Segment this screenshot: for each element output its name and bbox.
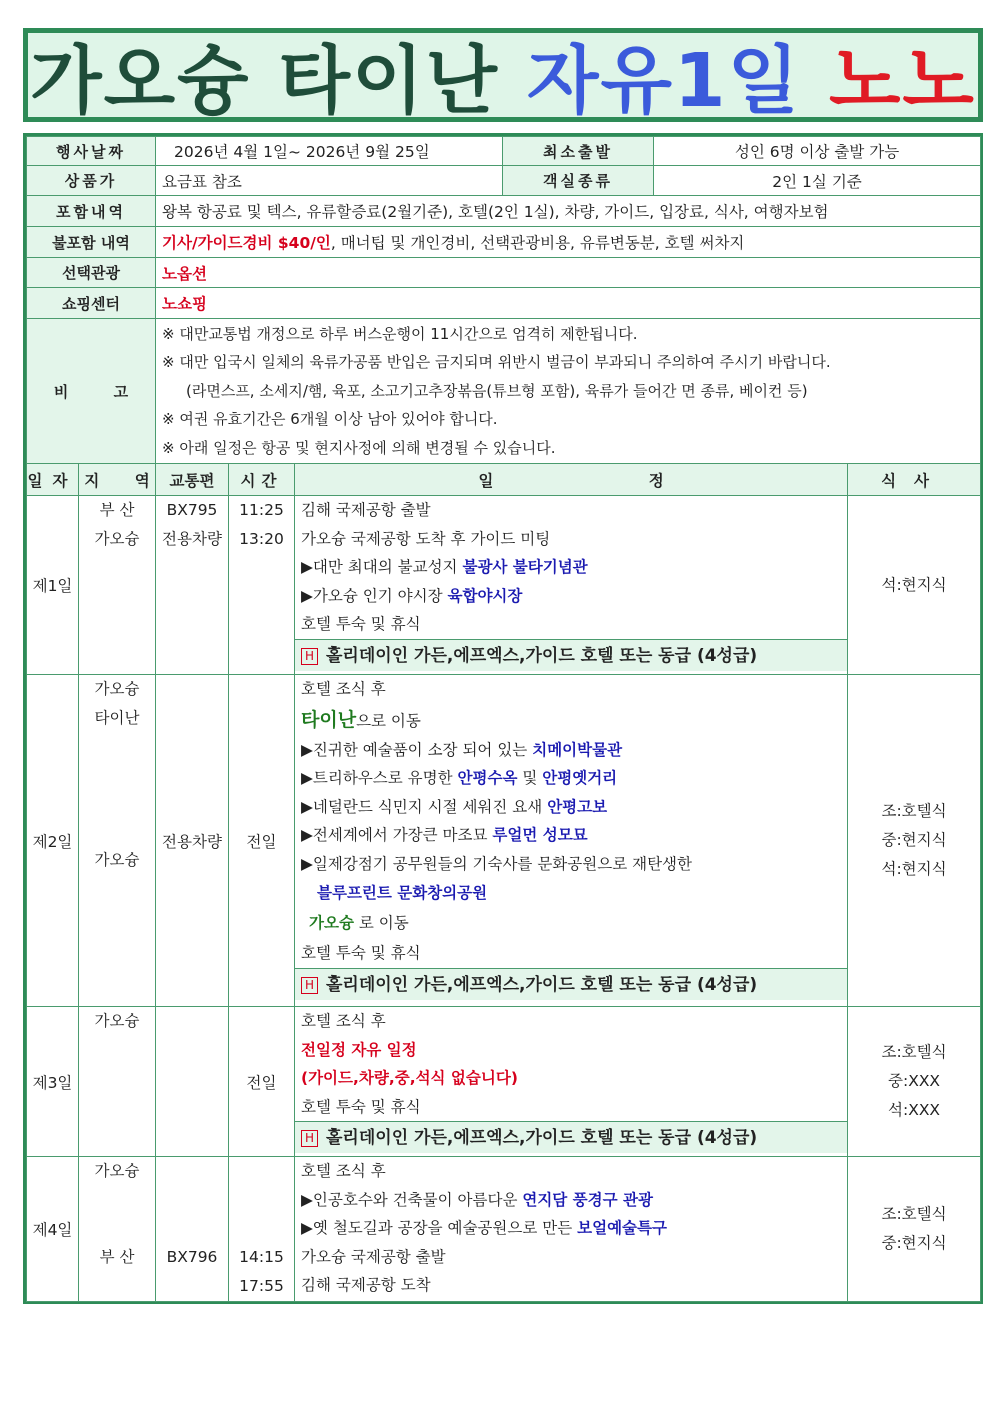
meal-item: 조:호텔식 bbox=[881, 1043, 947, 1061]
schedule-line: 타이난으로 이동 bbox=[301, 708, 421, 731]
day3-region bbox=[79, 1007, 156, 1157]
liuhe-night-market: 육합야시장 bbox=[447, 586, 523, 605]
room-type-value: 2인 1실 기준 bbox=[654, 166, 981, 196]
day1-time bbox=[229, 496, 295, 675]
fo-guang-shan: 불광사 불타기념관 bbox=[462, 558, 588, 577]
schedule-line: 김해 국제공항 도착 bbox=[301, 1276, 431, 1295]
day-label: 제1일 bbox=[27, 496, 79, 675]
title-tainan: 타이난 bbox=[278, 38, 499, 124]
day1-transport bbox=[156, 496, 229, 675]
day-label: 제3일 bbox=[27, 1007, 79, 1157]
day2-transport: 전용차량 bbox=[156, 675, 229, 1007]
free-day-notice: 전일정 자유 일정 bbox=[301, 1040, 417, 1059]
day3-meal bbox=[848, 1007, 981, 1157]
room-type-label: 객실종류 bbox=[503, 166, 654, 196]
schedule-line: 호텔 조식 후 bbox=[301, 680, 386, 698]
schedule-line: 호텔 투숙 및 휴식 bbox=[301, 944, 421, 963]
time-value: 11:25 bbox=[239, 501, 284, 519]
hotel-row bbox=[295, 639, 847, 671]
private-vehicle: 전용차량 bbox=[162, 529, 222, 548]
anping-tree-house: 안평수옥 bbox=[457, 769, 518, 788]
schedule-line: 가오슝 국제공항 도착 후 가이드 미팅 bbox=[301, 529, 551, 548]
day-row bbox=[27, 1157, 981, 1302]
period-value: 2026년 4월 1일~ 2026년 9월 25일 bbox=[156, 137, 503, 166]
kaohsiung-destination: 가오슝 bbox=[309, 914, 354, 933]
min-departure-value: 성인 6명 이상 출발 가능 bbox=[654, 137, 981, 166]
option-tour-label: 선택관광 bbox=[27, 258, 156, 288]
schedule-line: 호텔 투숙 및 휴식 bbox=[301, 1097, 421, 1116]
hotel-name: 홀리데이인 가든,에프엑스,가이드 호텔 또는 동급 (4성급) bbox=[326, 1128, 758, 1149]
day-row bbox=[27, 496, 981, 675]
title-nono: 노노 bbox=[828, 38, 976, 124]
schedule-line: ▶일제강점기 공무원들의 기숙사를 문화공원으로 재탄생한 bbox=[301, 854, 692, 873]
hotel-row bbox=[295, 968, 847, 1000]
info-row-shopping bbox=[27, 288, 981, 319]
schedule-line: 호텔 조식 후 bbox=[301, 1012, 386, 1030]
note-item: ※ 대만 입국시 일체의 육류가공품 반입은 금지되며 위반시 벌금이 부과되니 주의하여 주시기 바랍니다. bbox=[162, 353, 831, 372]
day2-time: 전일 bbox=[229, 675, 295, 1007]
anping-old-street: 안평옛거리 bbox=[542, 769, 618, 788]
title-kaohsiung: 가오슝 bbox=[30, 38, 251, 124]
meal-item: 중:현지식 bbox=[881, 831, 947, 849]
pier2-art-center: 보얼예술특구 bbox=[577, 1219, 667, 1238]
header-day: 일자 bbox=[27, 464, 79, 496]
hotel-name: 홀리데이인 가든,에프엑스,가이드 호텔 또는 동급 (4성급) bbox=[326, 974, 758, 995]
schedule-line: ▶네덜란드 식민지 시절 세워진 요새 안평고보 bbox=[301, 797, 608, 816]
meal-item: 석:XXX bbox=[888, 1101, 941, 1119]
day2-schedule bbox=[295, 675, 848, 1007]
guide-fee-text: 기사/가이드경비 $40/인 bbox=[162, 234, 331, 252]
itinerary-table bbox=[26, 136, 981, 1302]
day-row bbox=[27, 675, 981, 1007]
flight-code: BX796 bbox=[166, 1248, 218, 1266]
schedule-line: ▶옛 철도길과 공장을 예술공원으로 만든 보얼예술특구 bbox=[301, 1219, 667, 1238]
info-row-price bbox=[27, 166, 981, 196]
info-row-option bbox=[27, 258, 981, 288]
note-item: ※ 여권 유효기간은 6개월 이상 남아 있어야 합니다. bbox=[162, 410, 498, 429]
day3-schedule bbox=[295, 1007, 848, 1157]
day4-transport bbox=[156, 1157, 229, 1302]
time-value: 17:55 bbox=[239, 1276, 284, 1295]
info-row-excluded bbox=[27, 227, 981, 258]
day3-time: 전일 bbox=[229, 1007, 295, 1157]
day1-region bbox=[79, 496, 156, 675]
lotus-pond: 연지담 풍경구 관광 bbox=[522, 1190, 653, 1209]
tainan-destination: 타이난 bbox=[301, 708, 357, 731]
hotel-icon: H bbox=[301, 1130, 318, 1147]
header-time: 시간 bbox=[229, 464, 295, 496]
header-schedule: 일 정 bbox=[295, 464, 848, 496]
shopping-value: 노쇼핑 bbox=[156, 288, 981, 319]
schedule-line: ▶트리하우스로 유명한 안평수옥 및 안평옛거리 bbox=[301, 769, 618, 788]
day3-transport bbox=[156, 1007, 229, 1157]
day1-meal bbox=[848, 496, 981, 675]
title-free-day: 자유1일 bbox=[527, 38, 801, 124]
day1-schedule bbox=[295, 496, 848, 675]
page-title bbox=[23, 28, 983, 122]
day-label: 제2일 bbox=[27, 675, 79, 1007]
meal-item: 조:호텔식 bbox=[881, 1205, 947, 1223]
note-item: (라면스프, 소세지/햄, 육포, 소고기고추장볶음(튜브형 포함), 육류가 들어간 면 종류, 베이컨 등) bbox=[186, 381, 808, 400]
day-row bbox=[27, 1007, 981, 1157]
time-value: 14:15 bbox=[239, 1248, 284, 1266]
hotel-icon: H bbox=[301, 977, 318, 994]
region-busan: 부 산 bbox=[99, 501, 135, 519]
included-label: 포함내역 bbox=[27, 196, 156, 227]
anping-fort: 안평고보 bbox=[547, 797, 608, 816]
schedule-line: ▶대만 최대의 불교성지 불광사 불타기념관 bbox=[301, 558, 588, 577]
region-busan: 부 산 bbox=[99, 1247, 135, 1266]
min-departure-label: 최소출발 bbox=[503, 137, 654, 166]
schedule-line: 가오슝 국제공항 출발 bbox=[301, 1247, 446, 1266]
header-meal: 식사 bbox=[848, 464, 981, 496]
option-tour-value: 노옵션 bbox=[156, 258, 981, 288]
schedule-line: ▶가오슝 인기 야시장 육합야시장 bbox=[301, 586, 523, 605]
period-label: 행사날짜 bbox=[27, 137, 156, 166]
included-value: 왕복 항공료 및 텍스, 유류할증료(2월기준), 호텔(2인 1실), 차량, 가이드, 입장료, 식사, 여행자보험 bbox=[156, 196, 981, 227]
region-tainan: 타이난 bbox=[94, 708, 140, 727]
header-transport: 교통편 bbox=[156, 464, 229, 496]
schedule-line: ▶인공호수와 건축물이 아름다운 연지담 풍경구 관광 bbox=[301, 1190, 653, 1209]
notes-list bbox=[156, 319, 981, 464]
hotel-row bbox=[295, 1121, 847, 1153]
excluded-label: 불포함 내역 bbox=[27, 227, 156, 258]
region-kaohsiung: 가오슝 bbox=[94, 1012, 140, 1030]
day4-schedule bbox=[295, 1157, 848, 1302]
price-value: 요금표 참조 bbox=[156, 166, 503, 196]
meal-item: 조:호텔식 bbox=[881, 802, 947, 820]
info-row-included bbox=[27, 196, 981, 227]
region-kaohsiung: 가오슝 bbox=[94, 851, 140, 870]
schedule-line: 김해 국제공항 출발 bbox=[301, 501, 431, 519]
info-row-period bbox=[27, 137, 981, 166]
note-item: ※ 대만교통법 개정으로 하루 버스운행이 11시간으로 엄격히 제한됩니다. bbox=[162, 324, 638, 343]
meal-item: 중:XXX bbox=[888, 1072, 941, 1090]
price-label: 상품가 bbox=[27, 166, 156, 196]
excluded-value bbox=[156, 227, 981, 258]
hotel-name: 홀리데이인 가든,에프엑스,가이드 호텔 또는 동급 (4성급) bbox=[326, 645, 758, 666]
region-kaohsiung: 가오슝 bbox=[94, 1162, 140, 1180]
day2-meal bbox=[848, 675, 981, 1007]
region-kaohsiung: 가오슝 bbox=[94, 680, 140, 698]
time-value: 13:20 bbox=[239, 529, 284, 548]
region-kaohsiung: 가오슝 bbox=[94, 529, 140, 548]
schedule-line: 호텔 투숙 및 휴식 bbox=[301, 615, 421, 634]
schedule-line: 가오슝 로 이동 bbox=[309, 914, 409, 933]
flight-code: BX795 bbox=[166, 501, 218, 519]
notes-label: 비 고 bbox=[27, 319, 156, 464]
blueprint-park: 블루프린트 문화창의공원 bbox=[317, 883, 488, 902]
chimei-museum: 치메이박물관 bbox=[532, 740, 623, 759]
schedule-line: 호텔 조식 후 bbox=[301, 1162, 386, 1180]
day4-region bbox=[79, 1157, 156, 1302]
note-item: ※ 아래 일정은 항공 및 현지사정에 의해 변경될 수 있습니다. bbox=[162, 438, 556, 457]
info-row-notes bbox=[27, 319, 981, 464]
itinerary-sheet bbox=[23, 133, 983, 1304]
day-label: 제4일 bbox=[27, 1157, 79, 1302]
excluded-rest-text: , 매너팁 및 개인경비, 선택관광비용, 유류변동분, 호텔 써차지 bbox=[330, 234, 745, 252]
meal-item: 석:현지식 bbox=[881, 575, 947, 594]
meal-item: 중:현지식 bbox=[881, 1234, 947, 1252]
schedule-header bbox=[27, 464, 981, 496]
schedule-line: ▶진귀한 예술품이 소장 되어 있는 치메이박물관 bbox=[301, 740, 623, 759]
day2-region bbox=[79, 675, 156, 1007]
luermen-temple: 루얼먼 성모묘 bbox=[492, 826, 588, 845]
shopping-label: 쇼핑센터 bbox=[27, 288, 156, 319]
header-region: 지 역 bbox=[79, 464, 156, 496]
day4-meal bbox=[848, 1157, 981, 1302]
schedule-line: ▶전세계에서 가장큰 마조묘 루얼먼 성모묘 bbox=[301, 826, 588, 845]
hotel-icon: H bbox=[301, 648, 318, 665]
meal-item: 석:현지식 bbox=[881, 860, 947, 878]
free-day-detail: (가이드,차량,중,석식 없습니다) bbox=[301, 1069, 518, 1088]
day4-time bbox=[229, 1157, 295, 1302]
